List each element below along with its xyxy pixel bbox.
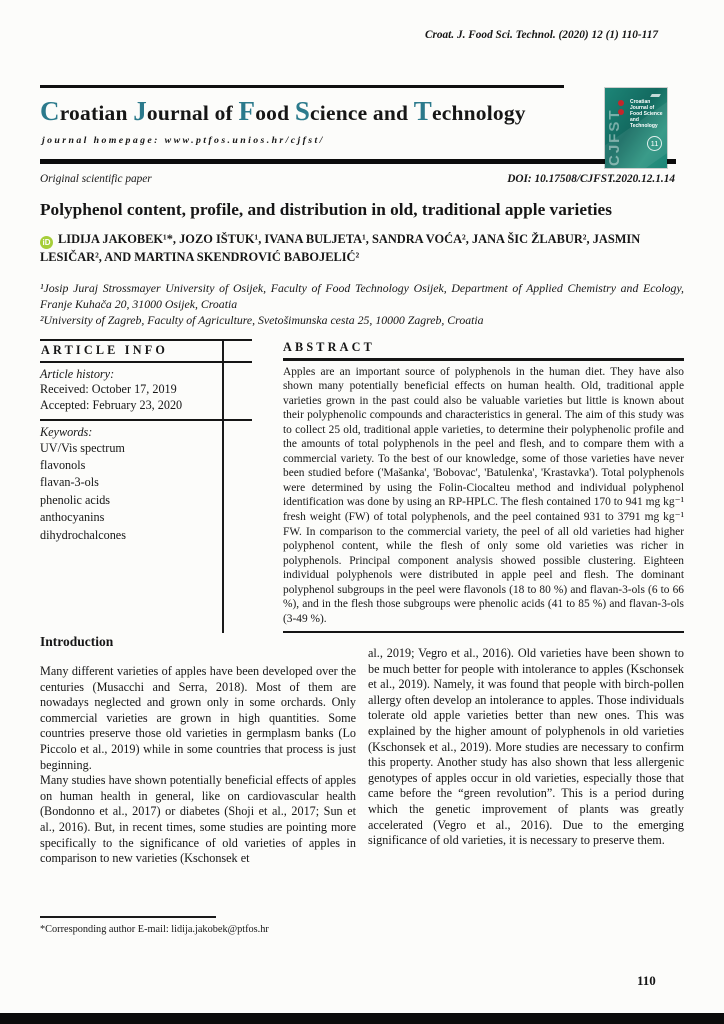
corresponding-author-email[interactable]: *Corresponding author E-mail: lidija.jakobek@ptfos.hr <box>40 924 269 935</box>
abstract-heading-rule <box>283 358 684 361</box>
affiliation: ²University of Zagreb, Faculty of Agriculture, Svetošimunska cesta 25, 10000 Zagreb, Croatia <box>40 312 484 327</box>
journal-title-segment: echnology <box>431 101 526 125</box>
info-abstract-region <box>40 339 684 633</box>
cover-issue-badge: 11 <box>647 136 662 151</box>
intro-right-column <box>368 646 684 849</box>
journal-title-segment: F <box>238 96 256 126</box>
keywords-list <box>40 440 252 544</box>
affiliations <box>40 281 684 328</box>
keyword: anthocyanins <box>40 510 105 525</box>
doi-link[interactable]: DOI: 10.17508/CJFST.2020.12.1.14 <box>507 173 675 185</box>
article-info-box <box>40 339 252 544</box>
abstract-text: Apples are an important source of polyphenols in the human diet. They have also shown many potentially beneficial effects on human health. Old, traditional apple varieties grown in the past could also be valuable varieties but little is known about their polyphenolic compounds and characteristics in general. The aim of this study was to collect 25 old, traditional apple varieties, to determine their polyphenolic profile and the amounts of total polyphenols in the peel and flesh, and to compare them with a commercial variety. To the best of our knowledge, some of those varieties have never been studied before ('Mašanka', 'Bobovac', 'Batulenka', 'Krastavka'). Total polyphenols were determined by using the Folin-Ciocalteu method and individual polyphenol identification was done by using an RP-HPLC. The flesh contained 170 to 941 mg kg⁻¹ fresh weight (FW) of total polyphenols, and the peel contained 931 to 3791 mg kg⁻¹ FW. In comparison to the commercial variety, the peel of all old varieties had higher polyphenol content, while the flesh of only some old varieties was richer in polyphenols. Principal component analysis showed possible clustering. Eighteen individual polyphenols were distributed in apple peel and flesh. The dominant polyphenol subgroups in the peel were flavonols (18 to 80 %) and flavan-3-ols (6 to 66 %), and in the flesh those subgroups were phenolic acids (41 to 85 %) and flavan-3-ols (3-49 %). <box>283 365 684 625</box>
paper-type-label: Original scientific paper <box>40 173 152 185</box>
cover-journal-title: Croatian Journal of Food Science and Technology <box>630 99 663 129</box>
masthead-top-rule <box>40 85 564 88</box>
accepted-date: Accepted: February 23, 2020 <box>40 397 183 412</box>
body-paragraph: al., 2019; Vegro et al., 2016). Old varieties have been shown to be much better for people with intolerance to apples (Kschonsek et al., 2019). Namely, it was found that people with birch-pollen allergy often develop an intolerance to apples. Those individuals tolerate old apple varieties better than new ones. This was explained by the higher amount of polyphenols in old varieties (Kschonsek et al., 2019). More studies are necessary to confirm this property. Another study has also shown that less allergenic genotypes of apples occur in old varieties, especially those that came before the “green revolution”. This is a period during which the genetic improvement of plants was greatly accelerated (Vegro et al., 2016). Due to the emerging significance of old varieties, it is necessary to preserve them. <box>368 646 684 848</box>
article-history-label: Article history: <box>40 367 115 381</box>
cover-acronym: CJFST <box>606 108 623 166</box>
abstract-box <box>283 339 684 633</box>
paper-title: Polyphenol content, profile, and distribution in old, traditional apple varieties <box>40 200 612 219</box>
journal-title-segment: roatian <box>59 101 134 125</box>
journal-title-segment: C <box>40 96 60 126</box>
journal-title-segment: cience and <box>310 101 414 125</box>
journal-homepage-link[interactable]: journal homepage: www.ptfos.unios.hr/cjfst/ <box>42 135 325 146</box>
keyword: flavan-3-ols <box>40 475 99 490</box>
body-paragraph: Many different varieties of apples have been developed over the centuries (Musacchi and Serra, 2018). Most of them are nowadays neglected and grown only in some orchards. Only commercial varieties are grown in high quantities. Some countries preserve those old varieties in germplasm banks (Lo Piccolo et al., 2019) while in some countries that process is just beginning. <box>40 664 356 772</box>
journal-title-segment: ood <box>255 101 295 125</box>
received-date: Received: October 17, 2019 <box>40 382 177 396</box>
abstract-bottom-rule <box>283 631 684 633</box>
orcid-icon[interactable]: iD <box>40 236 53 249</box>
body-paragraph: Many studies have shown potentially beneficial effects of apples on human health in general, like on cardiovascular health (Bondonno et al., 2017) or diabetes (Shoji et al., 2017; Sun et al., 2016). But, in recent times, some studies are pointing more specifically to the significance of old varieties of apples in comparison to new varieties (Kschonsek et <box>40 773 356 866</box>
masthead-bottom-rule <box>40 159 676 164</box>
journal-title <box>40 96 526 127</box>
article-info-heading: ARTICLE INFO <box>41 343 169 357</box>
journal-cover-thumbnail <box>605 88 667 168</box>
article-info-heading-rule <box>40 361 252 363</box>
keyword: UV/Vis spectrum <box>40 440 125 455</box>
journal-title-segment: S <box>294 96 311 126</box>
keyword: flavonols <box>40 458 86 472</box>
journal-title-segment: ournal of <box>146 101 239 125</box>
intro-left-column <box>40 664 356 867</box>
scan-bottom-edge <box>0 1013 724 1024</box>
keyword: dihydrochalcones <box>40 527 126 542</box>
journal-title-segment: T <box>413 96 432 126</box>
keyword: phenolic acids <box>40 492 111 507</box>
cover-logo-mark-icon <box>650 94 661 97</box>
authors-text: LIDIJA JAKOBEK¹*, JOZO IŠTUK¹, IVANA BULJETA¹, SANDRA VOĆA², JANA ŠIC ŽLABUR², JASMIN LESIČAR², AND MARTINA SKENDROVIĆ BABOJELIĆ² <box>40 232 641 264</box>
article-history-rule <box>40 419 252 421</box>
apple-dot-icon <box>618 100 624 106</box>
keywords-label: Keywords: <box>40 424 93 439</box>
page-number: 110 <box>637 973 656 988</box>
running-head-citation: Croat. J. Food Sci. Technol. (2020) 12 (1) 110-117 <box>424 29 658 41</box>
abstract-heading: ABSTRACT <box>283 340 375 354</box>
section-heading-introduction: Introduction <box>40 634 114 649</box>
authors-line <box>40 231 684 267</box>
footnote-rule <box>40 916 216 918</box>
journal-title-segment: J <box>133 96 147 126</box>
affiliation: ¹Josip Juraj Strossmayer University of Osijek, Faculty of Food Technology Osijek, Department of Applied Chemistry and Ecology, Franje Kuhača 20, 31000 Osijek, Croatia <box>40 281 684 311</box>
